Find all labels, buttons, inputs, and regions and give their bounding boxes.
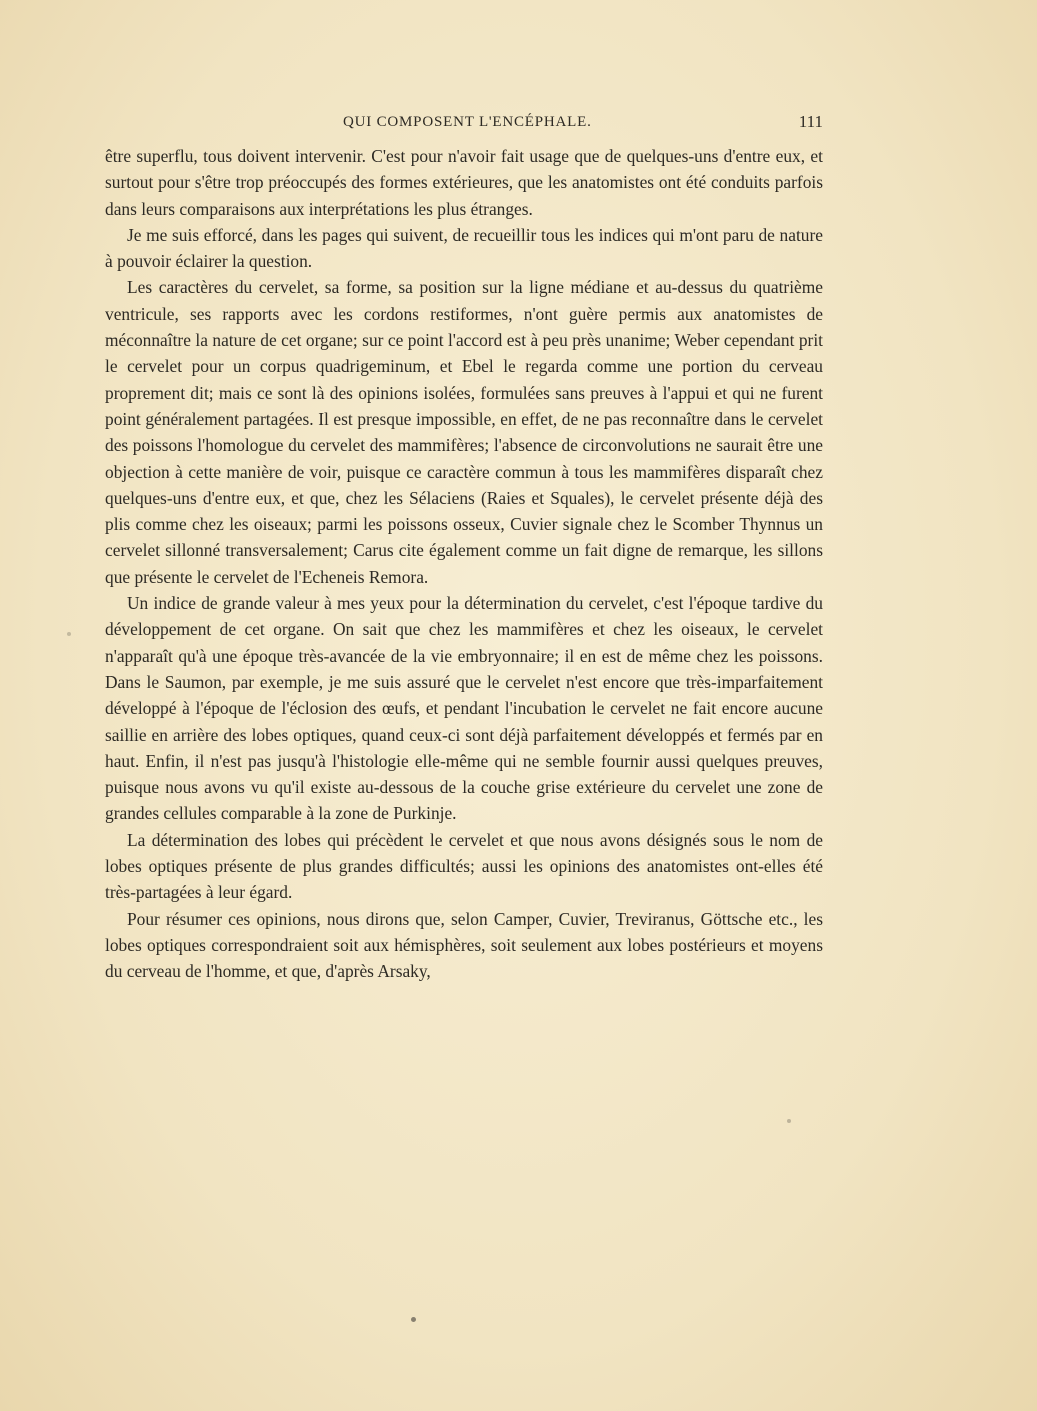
paragraph-4: Un indice de grande valeur à mes yeux pour la détermination du cervelet, c'est l'époque tardive du développement de cet organe. On sait que chez les mammifères et chez les oiseaux, le cervelet n'apparaît qu'à une époque très-avancée de la vie embryonnaire; il en est de même chez les poissons. Dans le Saumon, par exemple, je me suis assuré que le cervelet n'est encore que très-imparfaitement développé à l'époque de l'éclosion des œufs, et pendant l'incubation le cervelet ne fait encore aucune saillie en arrière des lobes optiques, quand ceux-ci sont déjà parfaitement développés et fermés par en haut. Enfin, il n'est pas jusqu'à l'histologie elle-même qui ne semble fournir aussi quelques preuves, puisque nous avons vu qu'il existe au-dessous de la couche grise extérieure du cervelet une zone de grandes cellules comparable à la zone de Purkinje. xyxy=(105,593,823,824)
paragraph-1: être superflu, tous doivent intervenir. C'est pour n'avoir fait usage que de quelques-uns d'entre eux, et surtout pour s'être trop préoccupés des formes extérieures, que les anatomistes ont été conduits parfois dans leurs comparaisons aux interprétations les plus étranges. xyxy=(105,146,823,219)
paragraph-3: Les caractères du cervelet, sa forme, sa position sur la ligne médiane et au-dessus du quatrième ventricule, ses rapports avec les cordons restiformes, n'ont guère permis aux anatomistes de méconnaître la nature de cet organe; sur ce point l'accord est à peu près unanime; Weber cependant prit le cervelet pour un corpus quadrigeminum, et Ebel le regarda comme une portion du cerveau proprement dit; mais ce sont là des opinions isolées, formulées sans preuves à l'appui et qui ne furent point généralement partagées. Il est presque impossible, en effet, de ne pas reconnaître dans le cervelet des poissons l'homologue du cervelet des mammifères; l'absence de circonvolutions ne saurait être une objection à cette manière de voir, puisque ce caractère commun à tous les mammifères disparaît chez quelques-uns d'entre eux, et que, chez les Sélaciens (Raies et Squales), le cervelet présente déjà des plis comme chez les oiseaux; parmi les poissons osseux, Cuvier signale chez le Scomber Thynnus un cervelet sillonné transversalement; Carus cite également comme un fait digne de remarque, les sillons que présente le cervelet de l'Echeneis Remora. xyxy=(105,277,823,587)
running-title: QUI COMPOSENT L'ENCÉPHALE. xyxy=(343,114,592,130)
running-head xyxy=(105,114,823,138)
ink-speck xyxy=(411,1317,416,1322)
ink-speck xyxy=(787,1119,791,1123)
ink-speck xyxy=(67,632,71,636)
paragraph-6: Pour résumer ces opinions, nous dirons que, selon Camper, Cuvier, Treviranus, Göttsche etc., les lobes optiques correspondraient soit aux hémisphères, soit seulement aux lobes postérieurs et moyens du cerveau de l'homme, et que, d'après Arsaky, xyxy=(105,908,823,982)
paragraph-2: Je me suis efforcé, dans les pages qui suivent, de recueillir tous les indices qui m'ont paru de nature à pouvoir éclairer la question. xyxy=(105,224,823,272)
paragraph-5: La détermination des lobes qui précèdent le cervelet et que nous avons désignés sous le nom de lobes optiques présente de plus grandes difficultés; aussi les opinions des anatomistes ont-elles été très-partagées à leur égard. xyxy=(105,829,823,903)
page-number: 111 xyxy=(798,112,823,131)
body-text xyxy=(105,143,823,985)
